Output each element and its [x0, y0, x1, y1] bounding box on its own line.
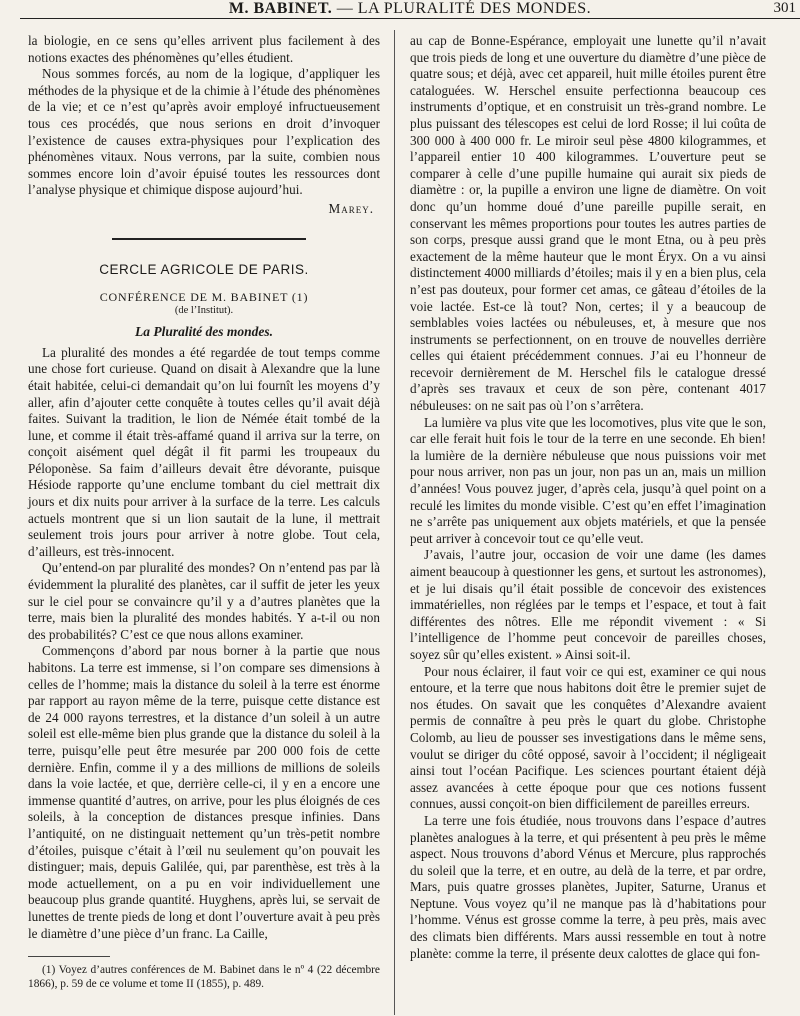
body-paragraph: Qu’entend-on par pluralité des mondes? On n’entend pas par là évidemment la pluralité des planètes, car il suffit de jeter les yeux sur le ciel pour se convaincre qu’il y a d’autres planètes que la terre, mais bien la pluralité des mondes habités. Y a-t-il ou non des probabilités? C’est ce que nous allons examiner. [28, 560, 380, 642]
article-title: La Pluralité des mondes. [135, 324, 273, 340]
footnote-rule [28, 956, 110, 957]
section-title: CERCLE AGRICOLE DE PARIS. [99, 261, 309, 277]
intro-paragraph: la biologie, en ce sens qu’elles arrivent plus facilement à des notions exactes des phénomènes qu’elles étudient. [28, 33, 380, 65]
running-title [20, 0, 800, 17]
header-dash: — [336, 0, 354, 17]
body-paragraph: La pluralité des mondes a été regardée de tout temps comme une chose fort curieuse. Quand on disait à Alexandre que la lune était habitée, celui-ci demandait qu’on lui fournît les moyens d’y aller, afin d’ajouter cette conquête à toutes celles qu’il avait déjà faites. Suivant la tradition, le lion de Némée était tombé de la lune, et comme il était très-affamé quand il arriva sur la terre, on conçoit aisément quel dégât il fit parmi les troupeaux du Péloponèse. Sa faim d’ailleurs devait être dévorante, puisque Hésiode rapporte qu’une enclume tombant du ciel mettrait dix jours et dix nuits pour arriver à la surface de la terre. Les calculs actuels montrent que si un lion sautait de la lune, il mettrait seulement trois jours pour arriver à notre globe. Tout cela, d’ailleurs, est très-innocent. [28, 344, 380, 559]
body-paragraph: J’avais, l’autre jour, occasion de voir une dame (les dames aiment beaucoup à questionner les gens, et surtout les astronomes), et je lui disais qu’il était possible de concevoir des existences immatérielles, non réglées par le temps et l’espace, et tout à fait différentes des nôtres. Elle me répondit vivement : « Si l’intelligence de l’homme peut concevoir de pareilles choses, soyez sûr qu’elles existent. » Ainsi soit-il. [410, 547, 766, 662]
section-separator [112, 238, 306, 240]
body-paragraph: au cap de Bonne-Espérance, employait une lunette qu’il n’avait que trois pieds de long et une ouverture du diamètre d’une pièce de quatre sous; et déjà, avec cet appareil, huit mille étoiles purent être cataloguées. W. Herschel ensuite perfectionna beaucoup ces instruments d’optique, et en construisit un très-grand nombre. Le plus puissant des télescopes est celui de lord Rosse; il lui coûta de 300 000 à 400 000 fr. Le miroir seul pèse 4800 kilogrammes, et l’appareil entier 10 400 kilogrammes. L’ouverture peut se comparer à celle d’une pupille humaine qui aurait six pieds de diamètre : or, la pupille a environ une ligne de diamètre. On voit donc qu’un homme doué d’une pareille pupille serait, en conservant les mêmes proportions pour toutes les autres parties de son corps, presque aussi grand que le mont Etna, ou à peu près exactement de la même hauteur que le mont Éryx. On a vu ainsi distinctement 4000 milliards d’étoiles; mais il y en a bien plus, cela n’est pas douteux, pour former cet amas, ce gâteau d’étoiles de la voie lactée. Est-ce là tout? Non, certes; il y a beaucoup de semblables voies lactées ou nébuleuses, et, à mesure que nos instruments se perfectionnent, on en trouve de nouvelles derrière celles qui étaient précédemment connues. J’ai eu l’honneur de recevoir dernièrement de M. Herschel fils le catalogue dressé d’après ses travaux et ceux de son père, contenant 4017 nébuleuses: on ne sait pas où l’on s’arrêtera. [410, 33, 766, 414]
body-paragraph: Commençons d’abord par nous borner à la partie que nous habitons. La terre est immense, si l’on compare ses dimensions à celles de l’homme; mais la distance du soleil à la terre est énorme par rapport au rayon même de la terre, puisque cette distance est de 24 000 rayons terrestres, et la distance d’un soleil à un autre soleil est elle-même bien plus grande que la distance du soleil à la terre, puisqu’elle peut être mesurée par 200 000 fois de cette dernière. Enfin, comme il y a des millions de millions de soleils dans la voie lactée, et que, derrière celle-ci, il y en a encore une immense quantité d’autres, on arrive, pour les plus éloignés de ces soleils, à la conception de distances presque infinies. Dans l’antiquité, on ne distinguait nettement qu’un très-petit nombre d’étoiles, puisque c’était à l’œil nu seulement qu’on pouvait les distinguer; mais, depuis Galilée, qui, par parenthèse, est très à la mode actuellement, on a pu en voir individuellement une beaucoup plus grande quantité. Huyghens, après lui, se servait de lunettes de trente pieds de long et dont l’ouverture avait à peu près le diamètre d’une pièce d’un franc. La Caille, [28, 643, 380, 941]
conference-title [28, 290, 380, 304]
body-paragraph: La terre une fois étudiée, nous trouvons dans l’espace d’autres planètes analogues à la terre, et qui présentent à peu près le même aspect. Nous trouvons d’abord Vénus et Mercure, plus rapprochés du soleil que la terre, et en outre, au delà de la terre, et par ordre, Mars, puis quatre grosses planètes, Jupiter, Saturne, Uranus et Neptune. Vous voyez qu’il ne manque pas là d’habitations pour l’homme. Vénus est grosse comme la terre, à peu près, mais avec des climats bien différents. Mars aussi ressemble en tout à notre planète: comme la terre, il présente deux calottes de glace qui fon- [410, 812, 766, 961]
signature: Marey. [328, 200, 374, 216]
header-title: LA PLURALITÉ DES MONDES. [357, 0, 592, 17]
body-paragraph: Pour nous éclairer, il faut voir ce qui est, examiner ce qui nous entoure, et la terre que nous habitons doit être le premier sujet de nos études. On savait que les conquêtes d’Alexandre avaient permis de connaître à peu près le quart du globe. Christophe Colomb, au lieu de pousser ses investigations dans le même sens, voulut se diriger du côté opposé, savoir à l’occident; il négligeait ainsi tout l’océan Pacifique. Les sciences pourtant étaient déjà assez avancées à cette époque pour que ces notions fussent connues, aussi conçoit-on bien difficilement de pareilles erreurs. [410, 663, 766, 812]
intro-paragraph: Nous sommes forcés, au nom de la logique, d’appliquer les méthodes de la physique et de la chimie à l’étude des phénomènes de la vie; et ce n’est qu’après avoir employé infructueusement tous ces procédés, que nous serions en droit d’invoquer l’existence de causes extra-physiques pour l’explication des phénomènes vitaux. Nous verrons, par la suite, combien nous sommes encore loin d’avoir épuisé toutes les ressources dont l’analyse physique et chimique dispose aujourd’hui. [28, 66, 380, 198]
column-divider [394, 30, 395, 1015]
left-column [28, 33, 380, 992]
page-header [20, 0, 800, 19]
body-paragraph: La lumière va plus vite que les locomotives, plus vite que le son, car elle ferait huit fois le tour de la terre en une seconde. Eh bien! la lumière de la dernière nébuleuse que nous puissions voir met pour nous arriver, non pas un jour, non pas un an, mais un million d’années! Vous pouvez juger, d’après cela, jusqu’à quel point on a reculé les limites du monde visible. C’est qu’en effet l’imagination ne s’arrête pas uniquement aux objets matériels, et que la pensée peut arriver à concevoir tout ce qu’elle veut. [410, 414, 766, 546]
header-author: M. BABINET. [228, 0, 333, 17]
footnote-ref: (1) [291, 290, 309, 305]
right-column [410, 33, 766, 962]
page-number: 301 [773, 0, 796, 16]
footnote: (1) Voyez d’autres conférences de M. Babinet dans le nº 4 (22 décembre 1866), p. 59 de ce volume et tome II (1855), p. 489. [28, 964, 380, 991]
conference-subtitle: (de l’Institut). [174, 305, 234, 317]
conference-title-text: CONFÉRENCE DE M. BABINET [99, 290, 289, 305]
